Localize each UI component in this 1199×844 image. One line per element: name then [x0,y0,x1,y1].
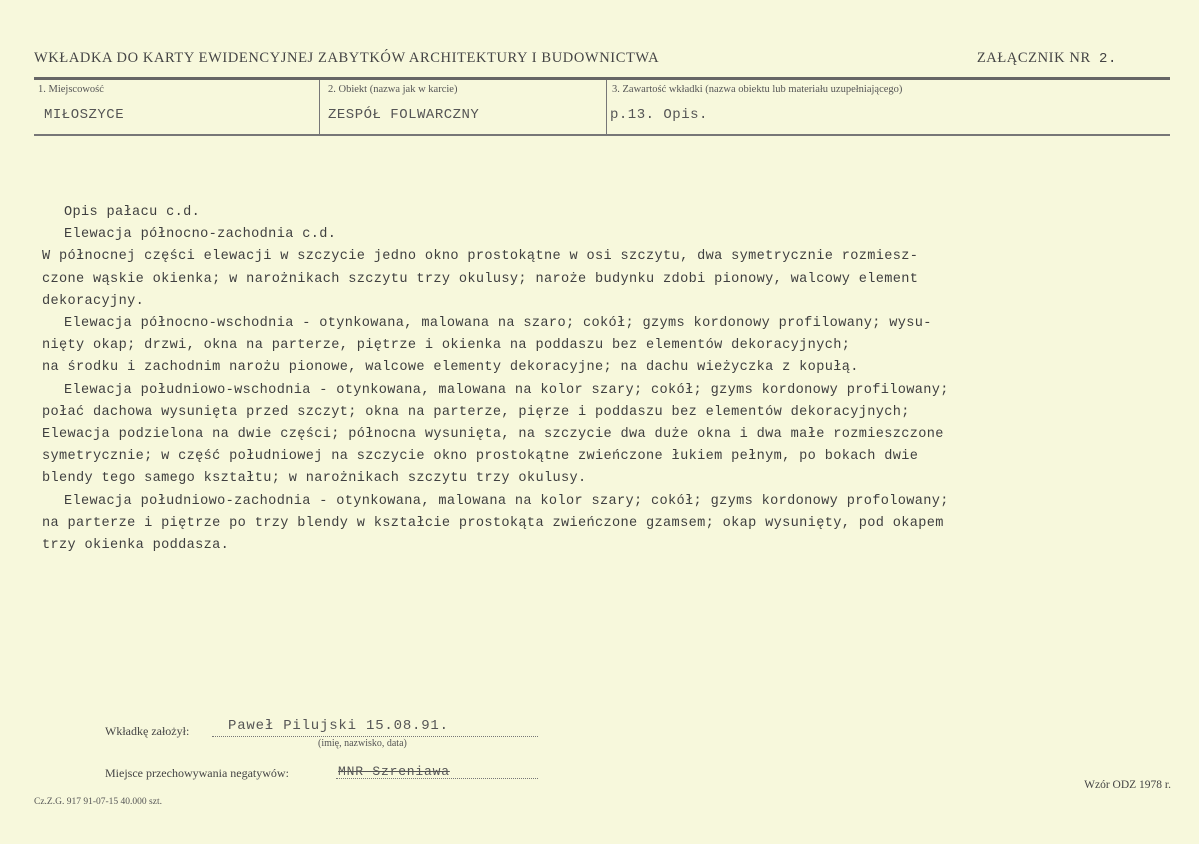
body-line: połać dachowa wysunięta przed szczyt; okna na parterze, pięrze i poddaszu bez elementów dekoracyjnych; [42,404,910,420]
author-label: Wkładkę założył: [105,724,190,738]
field-object-value: ZESPÓŁ FOLWARCZNY [328,107,480,123]
annex-number [977,50,1117,67]
body-line: Elewacja północno-wschodnia - otynkowana, malowana na szaro; cokół; gzyms kordonowy profilowany; wysu- [64,316,932,332]
body-line: blendy tego samego kształtu; w narożnikach szczytu trzy okulusy. [42,471,587,487]
body-line: Elewacja południowo-wschodnia - otynkowana, malowana na kolor szary; cokół; gzyms kordonowy profilowany; [64,382,949,398]
body-line: czone wąskie okienka; w narożnikach szczytu trzy okulusy; naroże budynku zdobi pionowy, walcowy element [42,271,919,287]
form-model: Wzór ODZ 1978 r. [1084,779,1171,791]
field-divider-1 [319,80,320,134]
annex-label: ZAŁĄCZNIK NR [976,50,1091,66]
field-locality-value: MIŁOSZYCE [44,107,125,123]
body-line: Elewacja południowo-zachodnia - otynkowana, malowana na kolor szary; cokół; gzyms kordonowy profolowany; [64,493,949,509]
body-line: symetrycznie; w część południowej na szczycie okno prostokątne zwieńczone łukiem pełnym, po bokach dwie [42,449,919,465]
field-object-label: 2. Obiekt (nazwa jak w karcie) [328,84,458,95]
field-contents-value: p.13. Opis. [610,107,708,123]
header-rule-top [34,77,1170,80]
body-line: Elewacja północno-zachodnia c.d. [64,227,337,243]
body-line: nięty okap; drzwi, okna na parterze, piętrze i okienka na poddaszu bez elementów dekoracyjnych; [42,338,851,354]
field-contents-label: 3. Zawartość wkładki (nazwa obiektu lub materiału uzupełniającego) [612,84,903,95]
form-title: WKŁADKA DO KARTY EWIDENCYJNEJ ZABYTKÓW ARCHITEKTURY I BUDOWNICTWA [34,50,660,66]
body-line: na środku i zachodnim narożu pionowe, walcowe elementy dekoracyjne; na dachu wieżyczka z kopułą. [42,360,859,376]
author-caption: (imię, nazwisko, data) [318,738,407,749]
body-line: na parterze i piętrze po trzy blendy w kształcie prostokąta zwieńczone gzamsem; okap wysunięty, pod okapem [42,515,944,531]
body-line: dekoracyjny. [42,293,145,309]
body-line: trzy okienka poddasza. [42,538,230,554]
field-divider-2 [606,80,607,134]
header-rule-bottom [34,134,1170,136]
storage-label: Miejsce przechowywania negatywów: [105,766,289,780]
field-locality-label: 1. Miejscowość [38,84,104,95]
body-line: W północnej części elewacji w szczycie jedno okno prostokątne w osi szczytu, dwa symetrycznie rozmiesz- [42,249,919,265]
print-code: Cz.Z.G. 917 91-07-15 40.000 szt. [34,797,162,807]
annex-value: 2. [1098,51,1117,67]
author-value: Paweł Pilujski 15.08.91. [228,718,449,734]
author-dotted-line [212,735,538,737]
body-line: Opis pałacu c.d. [64,205,201,220]
body-line: Elewacja podzielona na dwie części; północna wysunięta, na szczycie dwa duże okna i dwa małe rozmieszczone [42,427,944,443]
description-text [42,202,1132,557]
storage-value: MNR Szreniawa [338,764,450,779]
